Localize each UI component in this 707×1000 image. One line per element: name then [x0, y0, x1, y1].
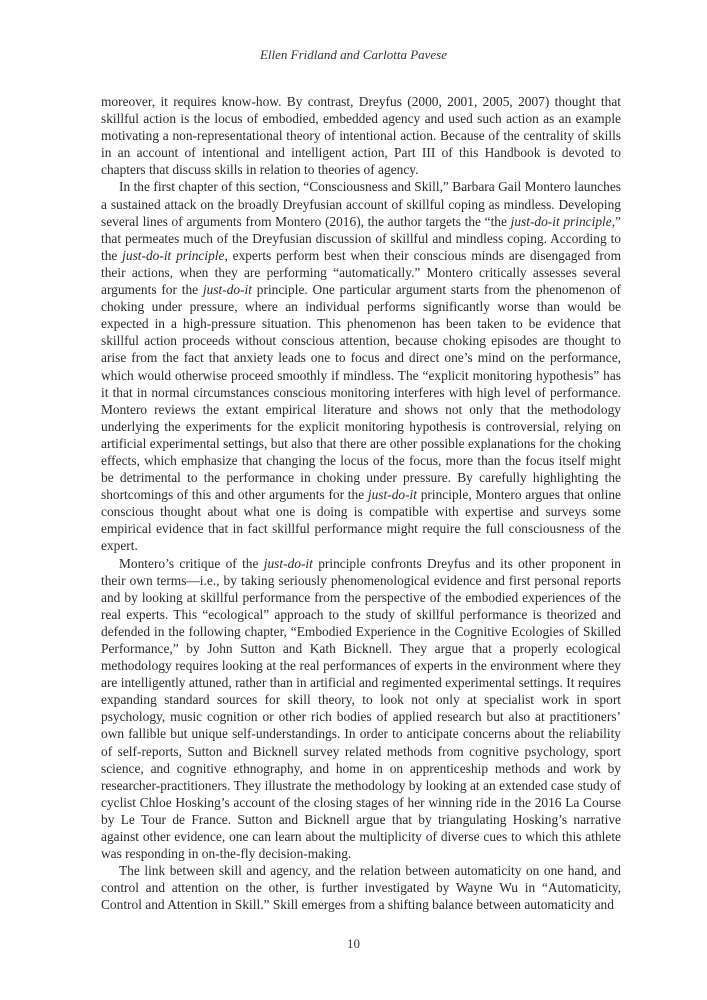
page-number: 10	[347, 936, 360, 951]
term-just-do-it: just-do-it	[367, 487, 417, 503]
running-head: Ellen Fridland and Carlotta Pavese	[259, 47, 448, 62]
paragraph-1: moreover, it requires know-how. By contrast, Dreyfus (2000, 2001, 2005, 2007) thought that skillful action is the locus of embodied, embedded agency and used such action as an example motivating a non-representational theory of intentional action. Because of the centrality of skills in an account of intentional and intelligent action, Part III of this Handbook is devoted to chapters that discuss skills in relation to theories of agency.	[101, 94, 621, 178]
term-just-do-it: just-do-it principle	[510, 213, 612, 229]
term-just-do-it: just-do-it	[263, 555, 313, 571]
body-text	[101, 93, 621, 914]
paragraph-2: In the first chapter of this section, “Consciousness and Skill,” Barbara Gail Montero launches a sustained attack on the broadly Dreyfusian account of skillful coping as mindless. Developing several lines of arguments from Montero (2016), the author targets the “the just-do-it principle,” that permeates much of the Dreyfusian discussion of skillful and mindless coping. According to the just-do-it principle, experts perform best when their conscious minds are disengaged from their actions, when they are performing “automatically.” Montero critically assesses several arguments for the just-do-it principle. One particular argument starts from the phenomenon of choking under pressure, where an individual performs significantly worse than would be expected in a high-pressure situation. This phenomenon has been taken to be evidence that skillful action proceeds without conscious attention, because choking episodes are thought to arise from the fact that anxiety leads one to focus and direct one’s mind on the performance, which would otherwise proceed smoothly if mindless. The “explicit monitoring hypothesis” has it that in normal circumstances conscious monitoring interferes with high level of performance. Montero reviews the extant empirical literature and shows not only that the methodology underlying the experiments for the explicit monitoring hypothesis is controversial, relying on artificial experimental settings, but also that there are other possible explanations for the choking effects, which emphasize that changing the locus of the focus, more than the focus itself might be detrimental to the performance in choking under pressure. By carefully highlighting the shortcomings of this and other arguments for the just-do-it principle, Montero argues that online conscious thought about what one is doing is compatible with expertise and surveys some empirical evidence that in fact skillful performance might require the full consciousness of the expert.	[101, 179, 621, 554]
term-just-do-it: just-do-it principle	[122, 247, 225, 263]
paragraph-3: Montero’s critique of the just-do-it principle confronts Dreyfus and its other proponent in their own terms—i.e., by taking seriously phenomenological evidence and first personal reports and by looking at skillful performance from the perspective of the embodied experiences of the real experts. This “ecological” approach to the study of skillful performance is theorized and defended in the following chapter, “Embodied Experience in the Cognitive Ecologies of Skilled Performance,” by John Sutton and Kath Bicknell. They argue that a properly ecological methodology requires looking at the real performances of experts in the environment where they are intelligently attuned, rather than in artificial and regimented experimental settings. It requires expanding standard sources for skill theory, to look not only at specialist work in sport psychology, music cognition or other rich bodies of applied research but also at practitioners’ own fallible but unique self-understandings. In order to anticipate concerns about the reliability of self-reports, Sutton and Bicknell survey related methods from cognitive psychology, sport science, and cognitive ethnography, and home in on apprenticeship methods and work by researcher-practitioners. They illustrate the methodology by looking at an extended case study of cyclist Chloe Hosking’s account of the closing stages of her winning ride in the 2016 La Course by Le Tour de France. Sutton and Bicknell argue that by triangulating Hosking’s narrative against other evidence, one can learn about the multiplicity of diverse cues to which this athlete was responding in on-the-fly decision-making.	[101, 555, 621, 862]
paragraph-4: The link between skill and agency, and the relation between automaticity on one hand, and control and attention on the other, is further investigated by Wayne Wu in “Automaticity, Control and Attention in Skill.” Skill emerges from a shifting balance between automaticity and	[101, 863, 621, 913]
term-just-do-it: just-do-it	[202, 282, 252, 298]
